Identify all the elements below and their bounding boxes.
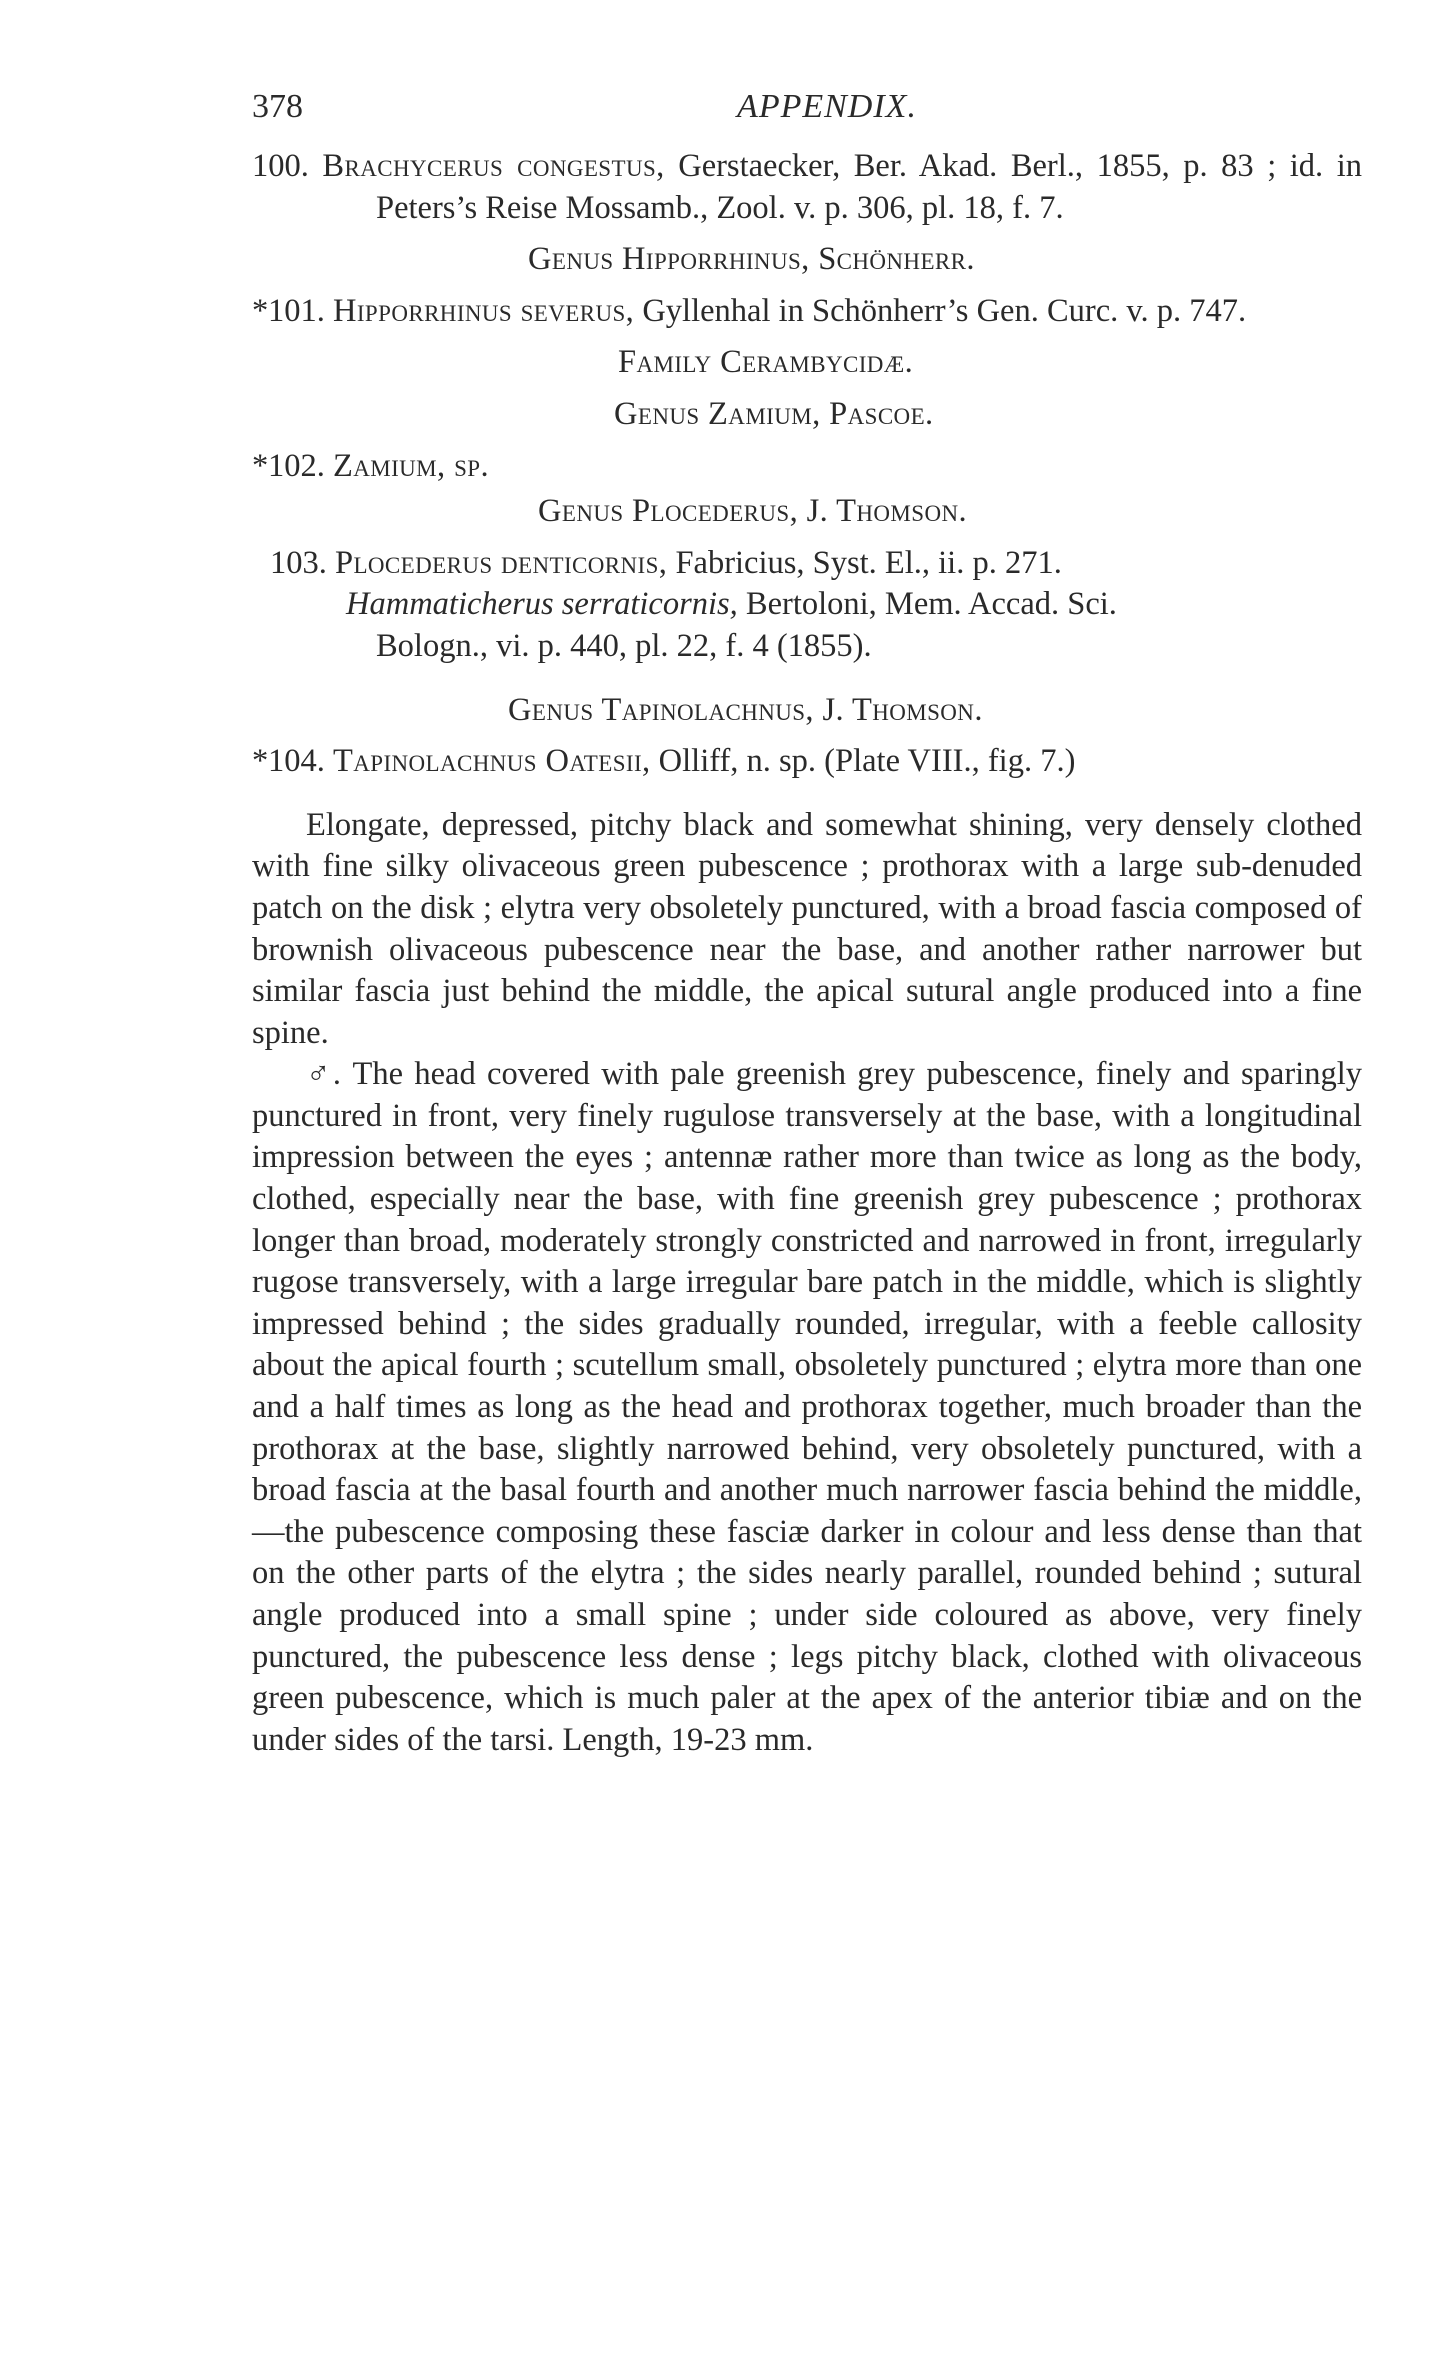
running-title: APPENDIX. (737, 88, 917, 125)
family-heading (252, 342, 1362, 384)
synonym-line (270, 584, 1362, 626)
description-paragraph: Elongate, depressed, pitchy black and somewhat shining, very densely clothed with fine silky olivaceous green pubescence ; prothorax with a large sub-denuded patch on the disk ; elytra very obsoletely punctured, with a broad fascia composed of brownish olivaceous pubescence near the base, and another rather narrower but similar fascia just behind the middle, the apical sutural angle produced into a fine spine. (252, 806, 1362, 1051)
citation: Olliff, n. sp. (Plate VIII., fig. 7.) (658, 743, 1076, 780)
synonym-name: Hammaticherus serraticornis, (346, 586, 738, 623)
entry-number: 102. (268, 447, 325, 484)
species-entry-102 (252, 446, 1362, 488)
synonym-continued: Bologn., vi. p. 440, pl. 22, f. 4 (1855). (376, 627, 872, 664)
species-entry-101 (252, 291, 1362, 333)
star-marker: * (252, 447, 269, 484)
genus-heading-text: Genus Hipporrhinus, Schönherr. (528, 241, 975, 278)
species-name: Hipporrhinus severus, (333, 292, 635, 329)
star-marker: * (252, 743, 269, 780)
species-name: Brachycerus congestus, (322, 148, 665, 184)
family-heading-text: Family Cerambycidæ. (618, 344, 914, 381)
book-page (252, 86, 1362, 1761)
genus-heading (252, 690, 1362, 732)
species-name: Plocederus denticornis, (335, 544, 668, 581)
page-number: 378 (252, 88, 303, 125)
genus-heading (252, 491, 1362, 533)
male-symbol: ♂. (306, 1056, 342, 1093)
page-header (252, 86, 1362, 136)
citation: Fabricius, Syst. El., ii. p. 271. (675, 544, 1062, 581)
species-entry-104 (252, 741, 1362, 783)
genus-heading (252, 239, 1362, 281)
genus-heading-text: Genus Plocederus, J. Thomson. (538, 493, 968, 530)
citation-continued: p. 83 ; id. in Peters’s Reise Mossamb., Zool. v. p. 306, pl. 18, f. 7. (376, 148, 1363, 226)
citation: Gerstaecker, Ber. Akad. Berl., 1855, (678, 148, 1170, 184)
entry-number: 101. (268, 292, 325, 329)
star-marker: * (252, 292, 269, 329)
citation-continued: v. p. 747. (1126, 292, 1247, 329)
male-description-paragraph (252, 1054, 1362, 1761)
entry-number: 104. (268, 743, 325, 780)
genus-heading-text: Genus Tapinolachnus, J. Thomson. (508, 691, 983, 728)
entry-number: 100. (252, 148, 309, 184)
synonym-citation: Bertoloni, Mem. Accad. Sci. (745, 586, 1117, 623)
male-description-text: The head covered with pale greenish grey pubescence, finely and sparingly punctured in front, very finely rugulose transversely at the base, with a longitudinal impression between the eyes ; antennæ rather more than twice as long as the body, clothed, especially near the base, with fine greenish grey pubescence ; prothorax longer than broad, moderately strongly constricted and narrowed in front, irregularly rugose transversely, with a large irregular bare patch in the middle, which is slightly impressed behind ; the sides gradually rounded, irregular, with a feeble callosity about the apical fourth ; scutellum small, obsoletely punctured ; elytra more than one and a half times as long as the head and prothorax together, much broader than the prothorax at the base, slightly narrowed behind, very obsoletely punctured, with a broad fascia at the basal fourth and another much narrower fascia behind the middle,—the pubescence composing these fasciæ darker in colour and less dense than that on the other parts of the elytra ; the sides nearly parallel, rounded behind ; sutural angle produced into a small spine ; under side coloured as above, very finely punctured, the pubescence less dense ; legs pitchy black, clothed with olivaceous green pubescence, which is much paler at the apex of the anterior tibiæ and on the under sides of the tarsi. Length, 19-23 mm. (252, 1056, 1362, 1758)
species-name: Tapinolachnus Oatesii, (333, 743, 651, 780)
citation: Gyllenhal in Schönherr’s Gen. Curc. (642, 292, 1119, 329)
genus-heading-text: Genus Zamium, Pascoe. (614, 395, 934, 432)
species-name: Zamium, sp. (333, 447, 489, 484)
genus-heading (252, 394, 1362, 436)
entry-number: 103. (270, 544, 327, 581)
species-entry-103 (270, 543, 1362, 668)
species-entry-100 (252, 146, 1362, 229)
